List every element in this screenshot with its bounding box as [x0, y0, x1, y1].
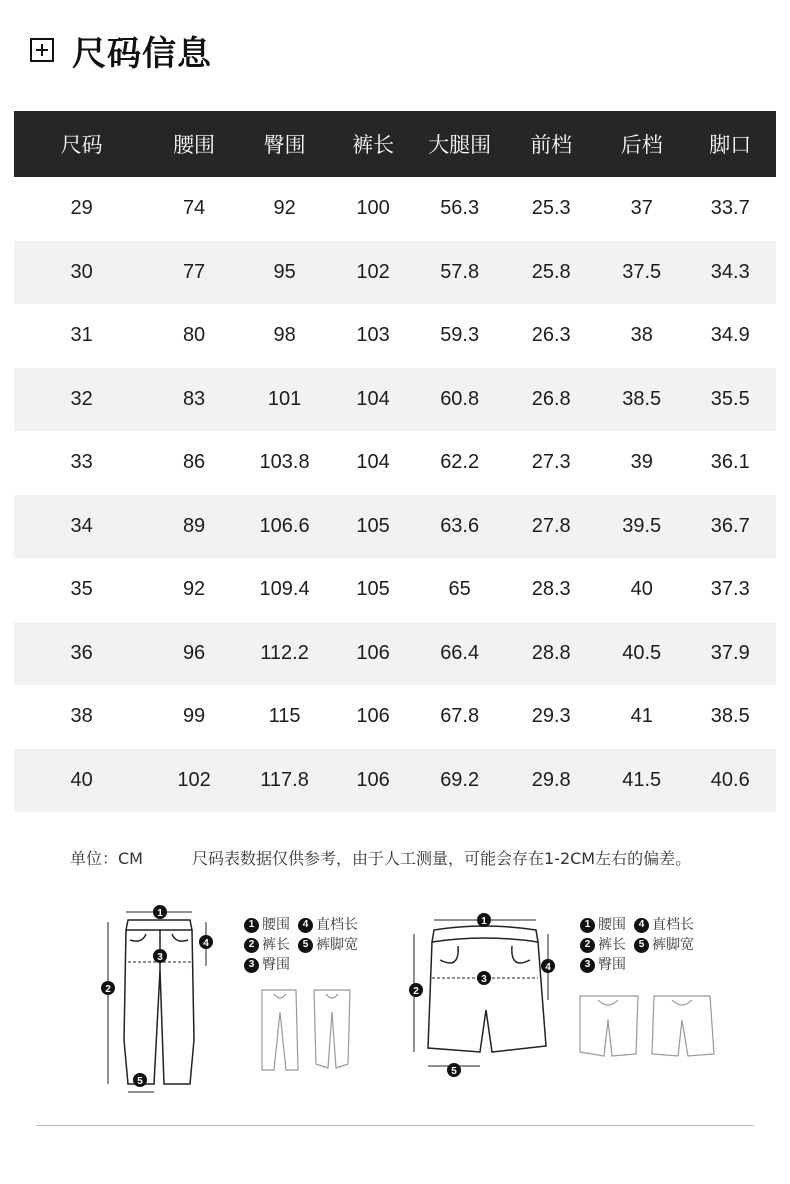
shorts-outline [428, 926, 546, 1052]
table-cell: 83 [182, 387, 206, 410]
table-cell: 92 [182, 578, 206, 601]
column-header: 脚口 [709, 133, 752, 157]
number-badge-icon: 4 [298, 918, 313, 933]
table-cell: 27.8 [531, 514, 571, 537]
table-cell: 102 [177, 768, 211, 791]
table-cell: 74 [182, 197, 206, 220]
column-header: 后档 [620, 133, 663, 157]
table-cell: 40 [630, 578, 653, 601]
table-cell: 115 [268, 705, 301, 728]
shorts-diagram [400, 900, 560, 1080]
table-body [14, 177, 776, 812]
table-cell: 92 [273, 197, 296, 220]
table-cell: 29 [70, 197, 93, 220]
size-note [70, 846, 770, 869]
table-cell: 36.1 [710, 451, 750, 474]
table-row [14, 431, 776, 495]
table-cell: 100 [356, 197, 390, 220]
table-row [14, 558, 776, 622]
table-cell: 109.4 [259, 578, 310, 601]
legend-label: 裤长 [598, 937, 626, 953]
table-cell: 34.9 [710, 324, 750, 347]
bottom-divider [36, 1125, 754, 1126]
table-cell: 36.7 [710, 514, 750, 537]
table-cell: 29.3 [531, 705, 571, 728]
svg-text:3: 3 [157, 952, 163, 963]
table-cell: 106.6 [259, 514, 310, 537]
column-header: 大腿围 [428, 133, 492, 157]
table-cell: 40.5 [622, 641, 662, 664]
table-cell: 35 [70, 578, 93, 601]
table-cell: 65 [448, 578, 471, 601]
table-cell: 102 [356, 260, 390, 283]
legend-label: 腰围 [598, 917, 626, 933]
table-cell: 41.5 [622, 768, 662, 791]
table-cell: 40 [70, 768, 93, 791]
column-header: 臀围 [263, 133, 306, 157]
table-cell: 117.8 [260, 768, 309, 791]
table-cell: 60.8 [440, 387, 480, 410]
column-header: 尺码 [60, 133, 103, 157]
legend-pants [244, 915, 358, 975]
pants-sketch-image [252, 984, 362, 1076]
section-title: 尺码信息 [72, 33, 212, 74]
svg-text:4: 4 [203, 938, 209, 949]
legend-label: 直档长 [652, 917, 694, 933]
svg-text:1: 1 [157, 908, 163, 919]
legend-shorts [580, 915, 694, 975]
table-cell: 27.3 [531, 451, 571, 474]
column-header: 前档 [530, 133, 573, 157]
table-cell: 33 [70, 451, 93, 474]
number-badge-icon: 1 [244, 918, 259, 933]
table-cell: 37.5 [622, 260, 662, 283]
table-cell: 39 [630, 451, 653, 474]
table-cell: 26.8 [531, 387, 571, 410]
table-cell: 105 [356, 514, 390, 537]
table-cell: 25.3 [531, 197, 571, 220]
svg-text:5: 5 [137, 1076, 143, 1087]
table-row [14, 177, 776, 241]
table-cell: 80 [182, 324, 206, 347]
table-cell: 106 [356, 705, 390, 728]
table-cell: 28.8 [531, 641, 571, 664]
number-badge-icon: 2 [244, 938, 259, 953]
table-cell: 38.5 [622, 387, 662, 410]
table-row [14, 368, 776, 432]
table-cell: 103 [356, 324, 390, 347]
shorts-sketch-image [574, 990, 724, 1062]
table-cell: 33.7 [710, 197, 750, 220]
svg-text:3: 3 [481, 974, 487, 985]
table-cell: 39.5 [622, 514, 662, 537]
table-cell: 104 [356, 451, 390, 474]
table-cell: 32 [70, 387, 93, 410]
table-cell: 89 [182, 514, 206, 537]
table-cell: 26.3 [531, 324, 571, 347]
table-cell: 41 [630, 705, 653, 728]
table-row [14, 241, 776, 305]
table-cell: 25.8 [531, 260, 571, 283]
svg-text:2: 2 [105, 984, 111, 995]
table-cell: 106 [356, 641, 390, 664]
table-cell: 30 [70, 260, 93, 283]
number-badge-icon: 3 [244, 958, 259, 973]
table-cell: 36 [70, 641, 93, 664]
table-cell: 86 [182, 451, 206, 474]
svg-text:4: 4 [545, 962, 551, 973]
table-cell: 105 [356, 578, 390, 601]
table-cell: 99 [182, 705, 206, 728]
table-cell: 101 [267, 387, 302, 410]
number-badge-icon: 2 [580, 938, 595, 953]
table-cell: 57.8 [440, 260, 480, 283]
table-cell: 96 [182, 641, 206, 664]
number-badge-icon: 3 [580, 958, 595, 973]
table-cell: 66.4 [440, 641, 480, 664]
table-cell: 31 [70, 324, 93, 347]
legend-label: 裤脚宽 [316, 937, 358, 953]
table-row [14, 685, 776, 749]
table-cell: 37.9 [710, 641, 750, 664]
table-cell: 38 [630, 324, 653, 347]
table-cell: 112.2 [260, 641, 309, 664]
table-cell: 38 [70, 705, 93, 728]
table-row [14, 622, 776, 686]
table-cell: 62.2 [440, 451, 480, 474]
table-cell: 56.3 [440, 197, 480, 220]
number-badge-icon: 5 [634, 938, 649, 953]
table-cell: 59.3 [440, 324, 480, 347]
table-row [14, 749, 776, 813]
svg-text:5: 5 [451, 1066, 457, 1077]
legend-label: 臀围 [262, 957, 290, 973]
table-cell: 34.3 [710, 260, 750, 283]
legend-label: 直档长 [316, 917, 358, 933]
svg-text:1: 1 [481, 916, 487, 927]
legend-label: 臀围 [598, 957, 626, 973]
table-cell: 29.8 [531, 768, 571, 791]
unit-label: 单位：CM [70, 849, 143, 868]
svg-text:2: 2 [413, 986, 419, 997]
table-cell: 35.5 [710, 387, 750, 410]
disclaimer-text: 尺码表数据仅供参考，由于人工测量，可能会存在1-2CM左右的偏差。 [192, 849, 692, 868]
plus-box-icon [30, 38, 54, 62]
table-cell: 103.8 [259, 451, 310, 474]
table-cell: 63.6 [440, 514, 480, 537]
long-pants-diagram [90, 900, 230, 1100]
table-cell: 37.3 [710, 578, 750, 601]
table-row [14, 304, 776, 368]
table-cell: 37 [630, 197, 653, 220]
long-pants-outline [124, 920, 194, 1084]
table-header [14, 111, 776, 177]
legend-label: 腰围 [262, 917, 290, 933]
table-cell: 67.8 [440, 705, 480, 728]
table-cell: 34 [70, 514, 93, 537]
number-badge-icon: 4 [634, 918, 649, 933]
table-cell: 95 [273, 260, 296, 283]
long-pants-badges [101, 905, 213, 1087]
legend-label: 裤长 [262, 937, 290, 953]
table-cell: 98 [273, 324, 296, 347]
table-cell: 28.3 [531, 578, 571, 601]
table-cell: 106 [356, 768, 390, 791]
size-table [14, 111, 776, 812]
legend-label: 裤脚宽 [652, 937, 694, 953]
section-header [30, 28, 212, 72]
table-cell: 40.6 [710, 768, 750, 791]
table-cell: 38.5 [710, 705, 750, 728]
table-cell: 77 [182, 260, 206, 283]
number-badge-icon: 5 [298, 938, 313, 953]
table-cell: 104 [356, 387, 390, 410]
number-badge-icon: 1 [580, 918, 595, 933]
table-row [14, 495, 776, 559]
column-header: 裤长 [352, 133, 395, 157]
table-cell: 69.2 [440, 768, 480, 791]
column-header: 腰围 [173, 133, 216, 157]
